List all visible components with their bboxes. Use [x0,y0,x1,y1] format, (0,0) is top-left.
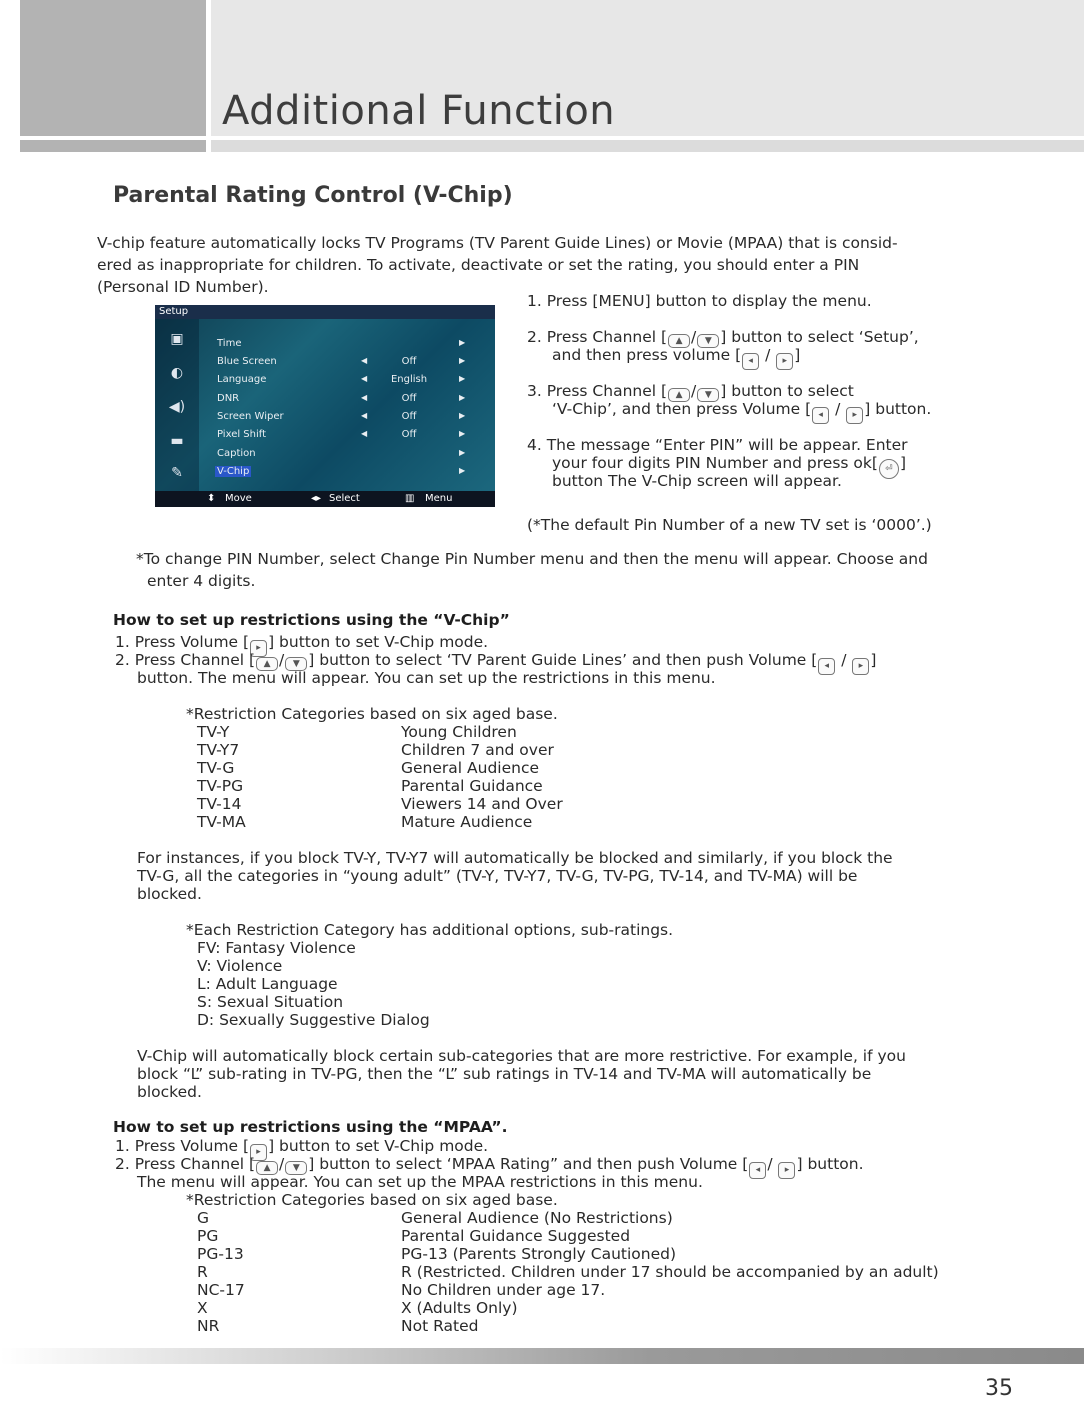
rating-code: R [197,1263,208,1281]
category-desc: General Audience [401,759,540,777]
volume-up-icon: ▸ [776,353,793,370]
step-2-cont: and then press volume [ ◂ / ▸ ] [552,346,800,370]
volume-up-icon: ▸ [852,658,869,675]
arrow-left-icon: ◀ [361,429,368,438]
rating-desc: R (Restricted. Children under 17 should be accompanied by an adult) [401,1263,939,1281]
rating-desc: X (Adults Only) [401,1299,518,1317]
intro-line: (Personal ID Number). [97,278,269,296]
instances-text: blocked. [137,885,202,903]
arrow-right-icon: ▶ [459,338,466,347]
osd-footer: ⬍ Move ◂▸ Select ▥ Menu [155,491,495,507]
subrating-item: FV: Fantasy Violence [197,939,356,957]
rating-code: PG [197,1227,219,1245]
rating-desc: General Audience (No Restrictions) [401,1209,673,1227]
osd-row-language: Language ◀ English ▶ [217,374,466,385]
category-code: TV-Y7 [197,741,240,759]
rating-code: X [197,1299,208,1317]
rating-desc: PG-13 (Parents Strongly Cautioned) [401,1245,677,1263]
arrow-right-icon: ▶ [459,356,466,365]
arrow-right-icon: ▶ [459,448,466,457]
volume-up-icon: ▸ [250,1144,267,1161]
rating-code: PG-13 [197,1245,244,1263]
category-code: TV-14 [197,795,242,813]
channel-down-icon: ▼ [697,388,719,402]
footer-bar [0,1348,1084,1364]
rating-code: NC-17 [197,1281,245,1299]
step-4: 4. The message “Enter PIN” will be appear. Enter [527,436,908,454]
leftright-icon: ◂▸ [311,493,322,504]
category-desc: Children 7 and over [401,741,554,759]
category-code: TV-MA [197,813,246,831]
osd-row-v-chip: V-Chip ▶ [217,466,466,477]
rating-desc: Not Rated [401,1317,479,1335]
step-4-cont: button The V-Chip screen will appear. [552,472,842,490]
updown-icon: ⬍ [207,493,216,504]
volume-down-icon: ◂ [812,407,829,424]
category-desc: Viewers 14 and Over [401,795,563,813]
volume-up-icon: ▸ [250,640,267,657]
step-2: 2. Press Channel [ ▲ / ▼ ] button to select ‘Setup’, [527,328,919,346]
mpaa-step-2-cont: The menu will appear. You can set up the MPAA restrictions in this menu. [137,1173,703,1191]
mpaa-step-2: 2. Press Channel [ ▲ / ▼ ] button to select ‘MPAA Rating” and then push Volume [ ◂ / ▸ ] button. [115,1155,864,1179]
channel-up-icon: ▲ [668,388,690,402]
arrow-right-icon: ▶ [459,411,466,420]
volume-up-icon: ▸ [778,1162,795,1179]
subrating-item: D: Sexually Suggestive Dialog [197,1011,430,1029]
auto-block-text: blocked. [137,1083,202,1101]
arrow-right-icon: ▶ [459,374,466,383]
volume-up-icon: ▸ [846,407,863,424]
change-pin-note: *To change PIN Number, select Change Pin Number menu and then the menu will appear. Choose and [136,550,928,568]
volume-down-icon: ◂ [818,658,835,675]
auto-block-text: V-Chip will automatically block certain sub-categories that are more restrictive. For example, if you [137,1047,906,1065]
category-code: TV-Y [197,723,230,741]
auto-block-text: block “L” sub-rating in TV-PG, then the “L” sub ratings in TV-14 and TV-MA will automatically be [137,1065,872,1083]
osd-row-time: Time ▶ [217,338,466,349]
category-code: TV-PG [197,777,244,795]
intro-line: ered as inappropriate for children. To activate, deactivate or set the rating, you should enter a PIN [97,256,860,274]
osd-title: Setup [159,306,189,317]
header-bar-right [211,140,1084,152]
volume-down-icon: ◂ [749,1162,766,1179]
category-desc: Parental Guidance [401,777,543,795]
vchip-step-2-cont: button. The menu will appear. You can set up the restrictions in this menu. [137,669,716,687]
step-1: 1. Press [MENU] button to display the menu. [527,292,872,310]
channel-up-icon: ▲ [668,334,690,348]
arrow-left-icon: ◀ [361,393,368,402]
step-3: 3. Press Channel [ ▲ / ▼ ] button to select [527,382,854,400]
step-3-cont: ‘V-Chip’, and then press Volume [ ◂ / ▸ ] button. [552,400,931,424]
rating-code: G [197,1209,210,1227]
enter-icon: ⏎ [879,459,899,479]
arrow-right-icon: ▶ [459,466,466,475]
subrating-item: S: Sexual Situation [197,993,344,1011]
channel-down-icon: ▼ [697,334,719,348]
page-title: Additional Function [222,88,616,134]
page-number: 35 [985,1376,1013,1401]
header-bar-left [20,140,206,152]
osd-row-dnr: DNR ◀ Off ▶ [217,393,466,404]
arrow-left-icon: ◀ [361,356,368,365]
arrow-left-icon: ◀ [361,374,368,383]
mpaa-step-1: 1. Press Volume [ ▸ ] button to set V-Chip mode. [115,1137,488,1161]
osd-row-screen-wiper: Screen Wiper ◀ Off ▶ [217,411,466,422]
vchip-categories-intro: *Restriction Categories based on six aged base. [186,705,558,723]
osd-row-pixel-shift: Pixel Shift ◀ Off ▶ [217,429,466,440]
volume-down-icon: ◂ [742,353,759,370]
vchip-step-2: 2. Press Channel [ ▲ / ▼ ] button to select ‘TV Parent Guide Lines’ and then push Volume [ ◂ / ▸ ] [115,651,876,675]
instances-text: TV-G, all the categories in “young adult” (TV-Y, TV-Y7, TV-G, TV-PG, TV-14, and TV-MA) will be [137,867,858,885]
instances-text: For instances, if you block TV-Y, TV-Y7 will automatically be blocked and similarly, if you block the [137,849,893,867]
mpaa-heading: How to set up restrictions using the “MPAA”. [113,1118,508,1136]
sound-icon: ◐ [170,365,184,381]
channel-down-icon: ▼ [285,1161,307,1175]
osd-row-blue-screen: Blue Screen ◀ Off ▶ [217,356,466,367]
osd-sidebar [155,319,199,491]
rating-code: NR [197,1317,220,1335]
subrating-item: V: Violence [197,957,283,975]
rating-desc: Parental Guidance Suggested [401,1227,631,1245]
channel-down-icon: ▼ [285,657,307,671]
header-block-left [20,0,206,136]
category-code: TV-G [197,759,235,777]
arrow-left-icon: ◀ [361,411,368,420]
arrow-right-icon: ▶ [459,429,466,438]
channel-icon: ▬ [170,433,184,449]
change-pin-note: enter 4 digits. [147,572,256,590]
vchip-heading: How to set up restrictions using the “V-Chip” [113,611,510,629]
mpaa-categories-intro: *Restriction Categories based on six aged base. [186,1191,558,1209]
channel-up-icon: ▲ [256,657,278,671]
subratings-intro: *Each Restriction Category has additional options, sub-ratings. [186,921,674,939]
arrow-right-icon: ▶ [459,393,466,402]
wrench-icon: ✎ [171,465,183,481]
section-title: Parental Rating Control (V-Chip) [113,183,513,208]
picture-icon: ▣ [170,331,184,347]
vchip-step-1: 1. Press Volume [ ▸ ] button to set V-Chip mode. [115,633,488,657]
menu-icon: ▥ [405,493,415,504]
category-desc: Mature Audience [401,813,533,831]
rating-desc: No Children under age 17. [401,1281,606,1299]
step-4-cont: your four digits PIN Number and press ok[ ⏎ ] [552,454,906,479]
channel-up-icon: ▲ [256,1161,278,1175]
subrating-item: L: Adult Language [197,975,338,993]
speaker-icon: ◀) [168,399,186,415]
intro-line: V-chip feature automatically locks TV Programs (TV Parent Guide Lines) or Movie (MPAA) that is consid- [97,234,898,252]
setup-menu-screenshot [155,305,495,507]
category-desc: Young Children [401,723,517,741]
osd-title-bar [155,305,495,319]
osd-row-caption: Caption ▶ [217,448,466,459]
default-pin-note: (*The default Pin Number of a new TV set is ‘0000’.) [527,516,932,534]
